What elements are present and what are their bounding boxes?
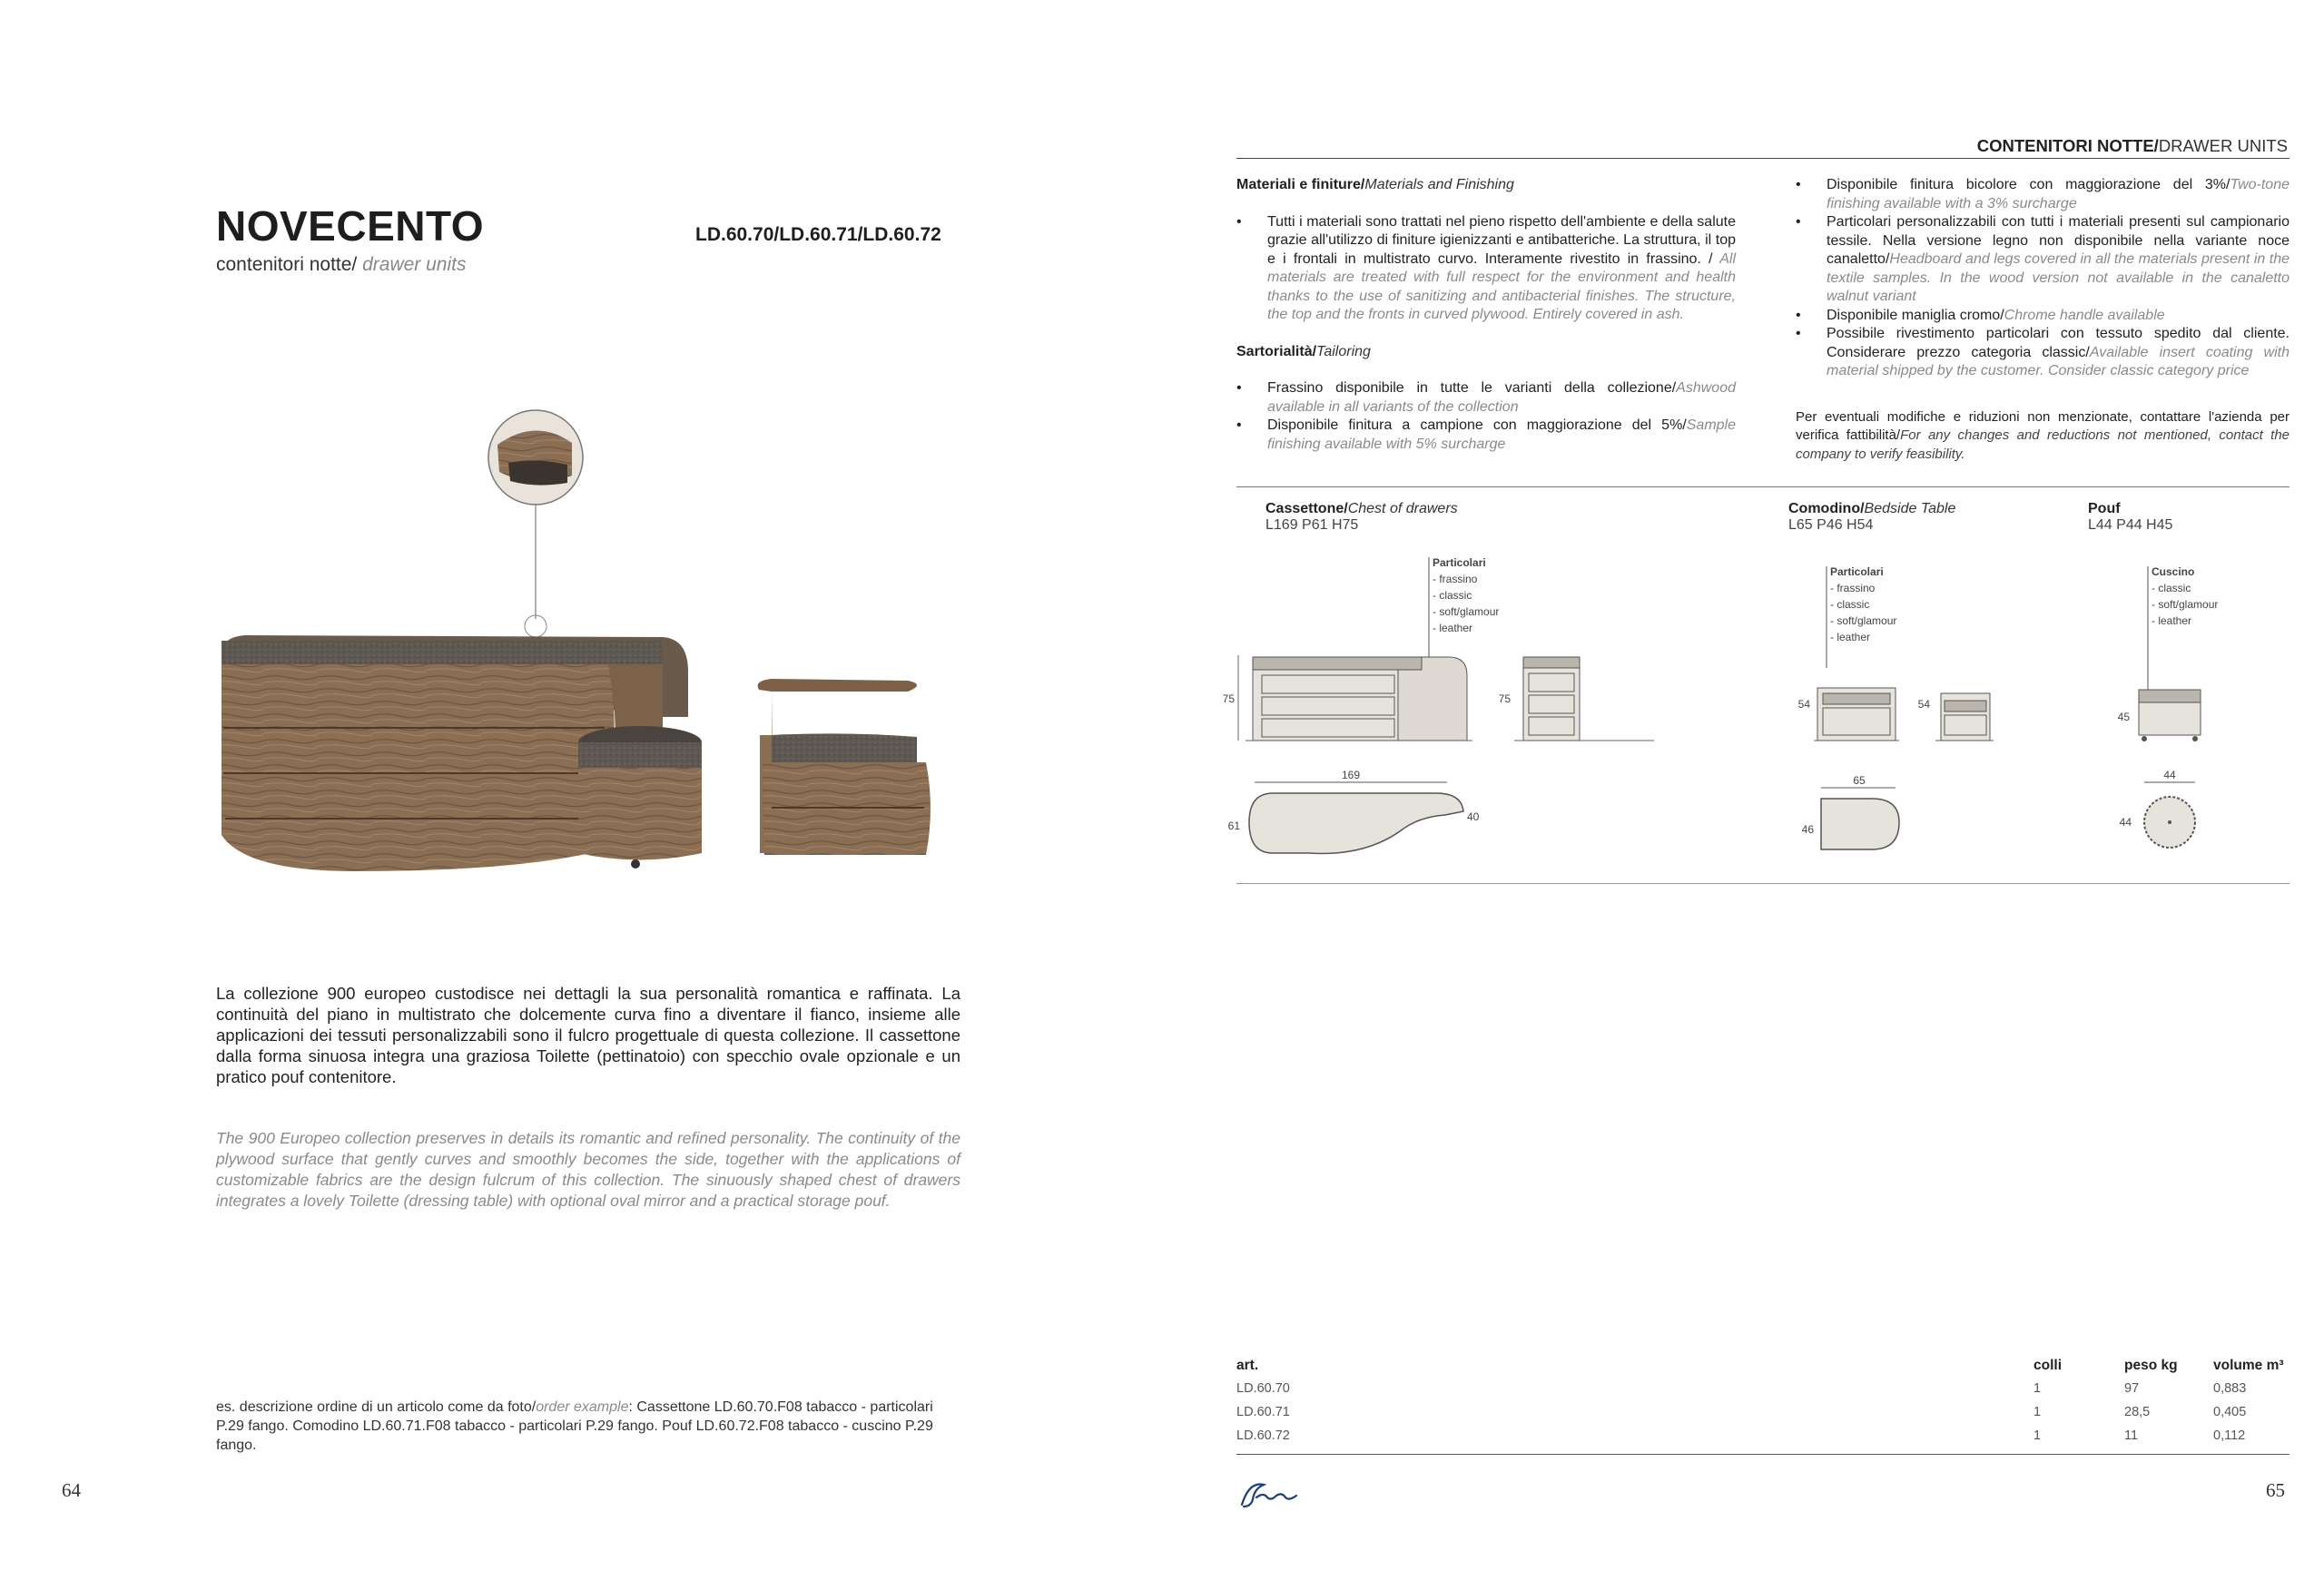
svg-text:45: 45 <box>2117 711 2130 723</box>
svg-text:169: 169 <box>1341 769 1361 781</box>
svg-text:Particolari: Particolari <box>1433 556 1486 569</box>
svg-text:- leather: - leather <box>2152 614 2192 627</box>
page-number-left: 64 <box>62 1479 81 1501</box>
svg-text:- soft/glamour: - soft/glamour <box>1433 605 1500 618</box>
product-bedside: Comodino/Bedside Table L65 P46 H54 <box>1788 501 1956 533</box>
product-photo <box>209 381 971 889</box>
materials-item: • Tutti i materiali sono trattati nel pieno rispetto dell'ambiente e della salute grazie all'utilizzo di finiture igienizzanti e antibatteriche. La struttura, il top e i frontali in multistrato curvo. Interamente rivestito in frassino. / All materials are treated with full respect for the environment and health thanks to the use of sanitizing and antibacterial finishes. The structure, the top and the fronts in curved plywood. Entirely covered in ash. <box>1236 213 1736 325</box>
order-label-en: order example <box>536 1399 629 1415</box>
table-row: LD.60.71 1 28,5 0,405 <box>1236 1405 2247 1419</box>
section-it: CONTENITORI NOTTE/ <box>1976 136 2159 155</box>
technical-drawings <box>1222 545 2290 871</box>
svg-text:- frassino: - frassino <box>1433 573 1478 585</box>
svg-text:- classic: - classic <box>2152 582 2191 594</box>
svg-text:- soft/glamour: - soft/glamour <box>1830 614 1897 627</box>
materials-column <box>1236 176 1736 454</box>
svg-text:- classic: - classic <box>1433 589 1472 602</box>
svg-text:44: 44 <box>2119 816 2132 829</box>
product-pouf: Pouf L44 P44 H45 <box>2088 501 2173 533</box>
table-row: LD.60.70 1 97 0,883 <box>1236 1381 2247 1396</box>
materials-title: Materiali e finiture/Materials and Finishing <box>1236 177 1514 192</box>
tailoring-item: • Frassino disponibile in tutte le varianti della collezione/Ashwood available in all variants of the collection <box>1236 379 1736 417</box>
middle-rule <box>1236 486 2290 487</box>
brand-logo <box>1236 1477 1300 1510</box>
svg-text:- soft/glamour: - soft/glamour <box>2152 598 2219 611</box>
svg-text:46: 46 <box>1801 823 1814 836</box>
svg-text:40: 40 <box>1467 810 1480 823</box>
svg-text:54: 54 <box>1917 698 1930 711</box>
option-item: • Particolari personalizzabili con tutti i materiali presenti sul campionario tessile. Nella versione legno non disponibile nella variante noce canaletto/Headboard and legs covered in all the materials present in the textile samples. In the wood version not available in the canaletto walnut variant <box>1796 213 2290 307</box>
product-title: NOVECENTO <box>216 202 485 250</box>
svg-text:75: 75 <box>1222 692 1235 705</box>
svg-text:54: 54 <box>1797 698 1810 711</box>
section-en: DRAWER UNITS <box>2158 136 2288 155</box>
svg-text:- classic: - classic <box>1830 598 1870 611</box>
svg-text:61: 61 <box>1227 820 1240 832</box>
subtitle-en: drawer units <box>357 254 467 275</box>
order-example <box>216 1398 960 1455</box>
product-subtitle <box>216 254 466 276</box>
drawings-rule <box>1236 883 2290 884</box>
svg-text:- frassino: - frassino <box>1830 582 1876 594</box>
section-header <box>1977 136 2288 156</box>
svg-text:65: 65 <box>1853 774 1866 787</box>
page-number-right: 65 <box>2266 1479 2285 1501</box>
order-prefix: es. descrizione ordine di un articolo come da foto/ <box>216 1399 537 1415</box>
tailoring-item: • Disponibile finitura a campione con maggiorazione del 5%/Sample finishing available with 5% surcharge <box>1236 417 1736 454</box>
svg-text:44: 44 <box>2163 769 2176 781</box>
svg-text:Particolari: Particolari <box>1830 565 1884 578</box>
table-header: art. colli peso kg volume m³ <box>1236 1358 2284 1373</box>
order-text: : Cassettone LD.60.70.F08 tabacco - particolari P.29 fango. Comodino LD.60.71.F08 tabacco - particolari P.29 fango. Pouf LD.60.72.F08 tabacco - cuscino P.29 fango. <box>216 1399 933 1453</box>
svg-text:75: 75 <box>1498 692 1511 705</box>
product-codes: LD.60.70/LD.60.71/LD.60.72 <box>695 224 941 245</box>
option-item: • Disponibile finitura bicolore con maggiorazione del 3%/Two-tone finishing available with a 3% surcharge <box>1796 176 2290 213</box>
header-rule <box>1236 158 2290 159</box>
option-item: • Disponibile maniglia cromo/Chrome handle available <box>1796 307 2290 326</box>
svg-text:- leather: - leather <box>1433 622 1473 634</box>
table-rule <box>1236 1454 2290 1455</box>
options-column <box>1796 176 2290 464</box>
subtitle-it: contenitori notte/ <box>216 254 358 275</box>
product-chest: Cassettone/Chest of drawers L169 P61 H75 <box>1265 501 1458 533</box>
description-it: La collezione 900 europeo custodisce nei dettagli la sua personalità romantica e raffinata. La continuità del piano in multistrato che dolcemente curva fino a diventare il fianco, insieme alle applicazioni dei tessuti personalizzabili sono il fulcro progettuale di questa collezione. Il cassettone dalla forma sinuosa integra una graziosa Toilette (pettinatoio) con specchio ovale opzionale e un pratico pouf contenitore. <box>216 984 960 1086</box>
feasibility-note: Per eventuali modifiche e riduzioni non menzionate, contattare l'azienda per verifica fattibilità/For any changes and reductions not mentioned, contact the company to verify feasibility. <box>1796 408 2290 462</box>
option-item: • Possibile rivestimento particolari con tessuto spedito dal cliente. Considerare prezzo categoria classic/Available insert coating with material shipped by the customer. Consider classic category price <box>1796 325 2290 381</box>
svg-text:- leather: - leather <box>1830 631 1871 643</box>
table-row: LD.60.72 1 11 0,112 <box>1236 1428 2246 1443</box>
tailoring-title: Sartorialità/Tailoring <box>1236 343 1371 359</box>
spec-table <box>1236 1358 2290 1452</box>
description-en: The 900 Europeo collection preserves in details its romantic and refined personality. The continuity of the plywood surface that gently curves and smoothly becomes the side, together with the applications of customizable fabrics are the design fulcrum of this collection. The sinuously shaped chest of drawers integrates a lovely Toilette (dressing table) with optional oval mirror and a practical storage pouf. <box>216 1129 960 1210</box>
svg-text:Cuscino: Cuscino <box>2152 565 2195 578</box>
